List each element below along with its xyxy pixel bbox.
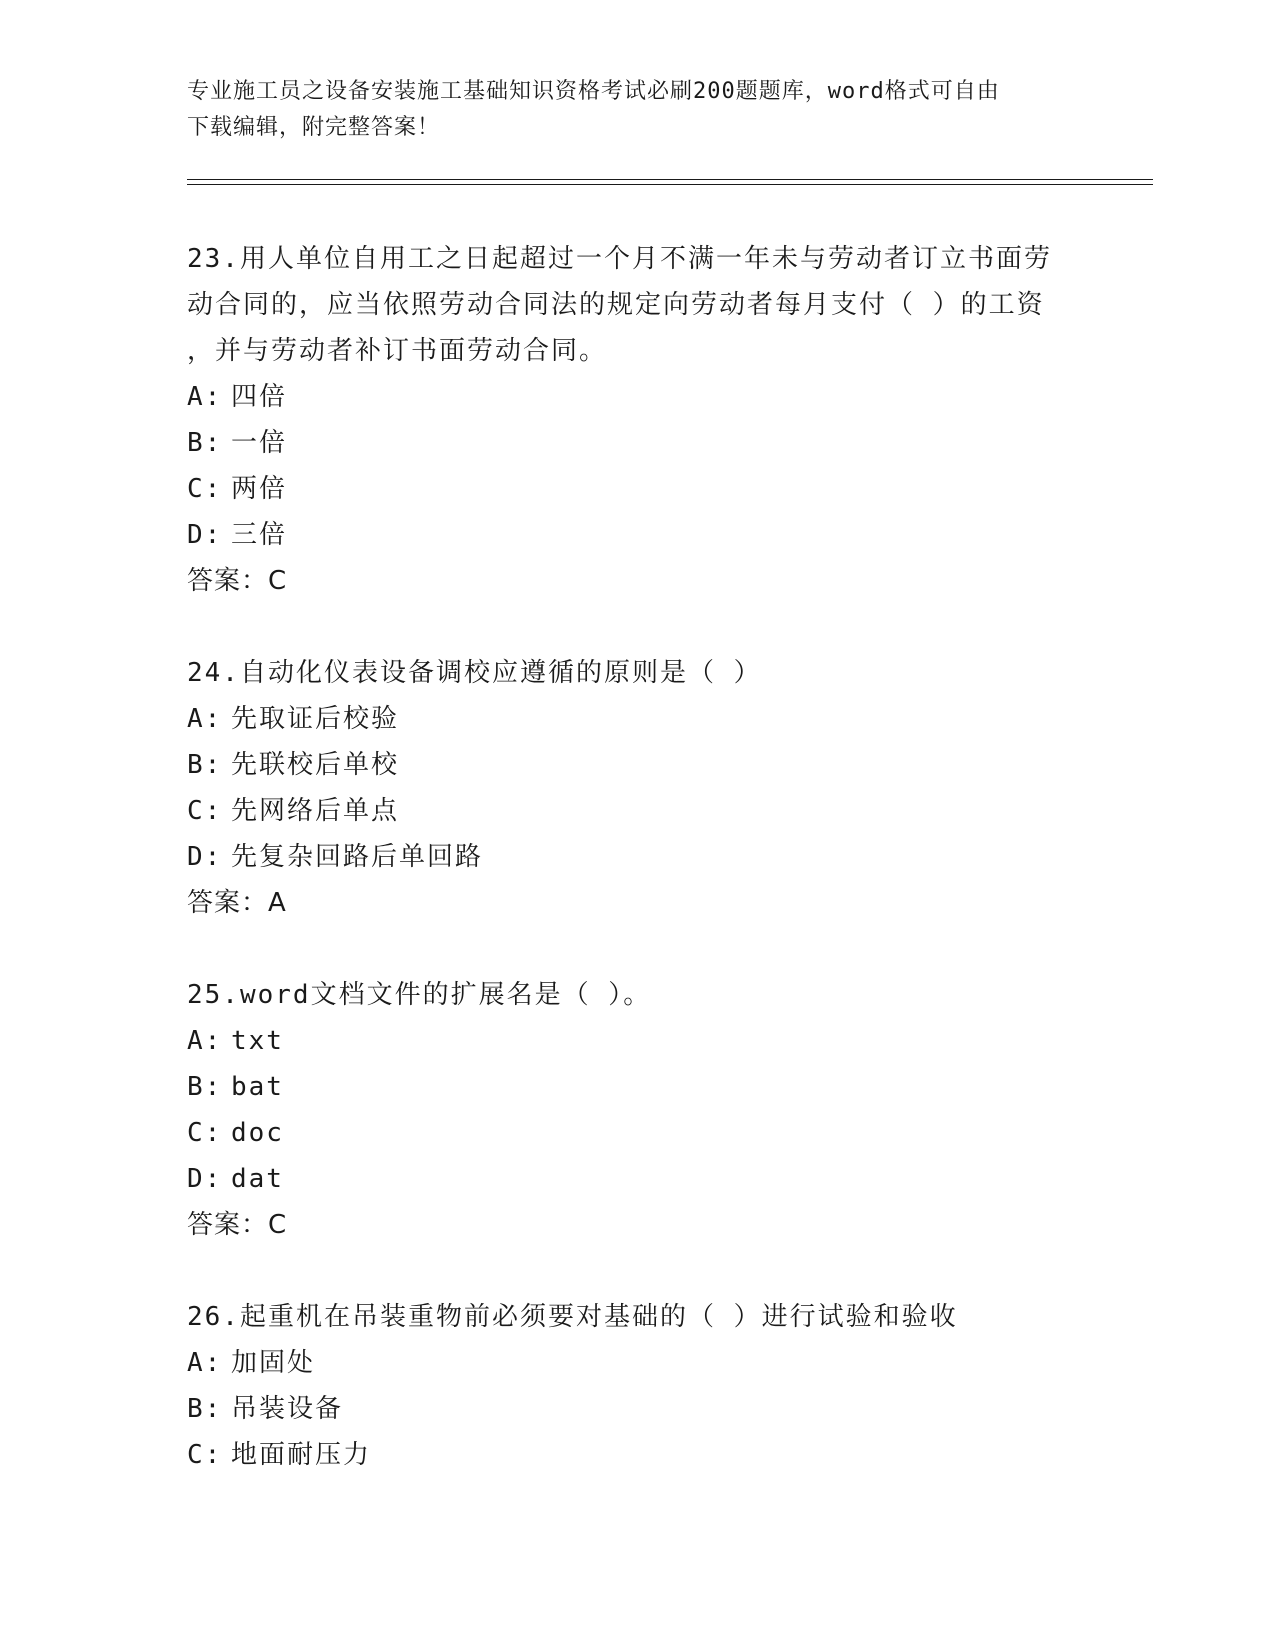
question-spacer xyxy=(187,604,1087,650)
option-label: C: xyxy=(187,796,223,826)
option-text: doc xyxy=(231,1118,284,1148)
question-23-line-3: ，并与劳动者补订书面劳动合同。 xyxy=(187,336,608,366)
question-24-option-c xyxy=(187,788,1087,834)
option-text: 一倍 xyxy=(231,428,288,458)
option-text: 先取证后校验 xyxy=(231,704,400,734)
question-23-option-b xyxy=(187,420,1087,466)
question-spacer xyxy=(187,926,1087,972)
question-24-answer: 答案：A xyxy=(187,888,287,918)
option-label: D: xyxy=(187,520,223,550)
question-24-option-d xyxy=(187,834,1087,880)
question-25-answer: 答案：C xyxy=(187,1210,288,1240)
header-line-2: 下载编辑，附完整答案！ xyxy=(187,115,441,140)
question-25-option-d xyxy=(187,1156,1087,1202)
option-label: B: xyxy=(187,1394,223,1424)
question-23-answer: 答案：C xyxy=(187,566,288,596)
option-text: 先联校后单校 xyxy=(231,750,400,780)
option-text: bat xyxy=(231,1072,284,1102)
option-text: 先复杂回路后单回路 xyxy=(231,842,484,872)
question-spacer xyxy=(187,1248,1087,1294)
question-26-option-c xyxy=(187,1432,1087,1478)
option-label: A: xyxy=(187,704,223,734)
question-26-option-b xyxy=(187,1386,1087,1432)
option-text: 先网络后单点 xyxy=(231,796,400,826)
question-23 xyxy=(187,236,1087,604)
option-label: A: xyxy=(187,1348,223,1378)
option-label: D: xyxy=(187,1164,223,1194)
header-line-1: 专业施工员之设备安装施工基础知识资格考试必刷200题题库，word格式可自由 xyxy=(187,79,1000,104)
option-label: B: xyxy=(187,1072,223,1102)
question-23-option-a xyxy=(187,374,1087,420)
option-label: B: xyxy=(187,750,223,780)
question-24-option-a xyxy=(187,696,1087,742)
option-label: A: xyxy=(187,382,223,412)
option-label: A: xyxy=(187,1026,223,1056)
question-25-line-1: 25.word文档文件的扩展名是（ ）。 xyxy=(187,980,652,1010)
document-header xyxy=(187,74,1087,146)
option-text: dat xyxy=(231,1164,284,1194)
option-text: 加固处 xyxy=(231,1348,316,1378)
option-text: 四倍 xyxy=(231,382,288,412)
question-25-option-b xyxy=(187,1064,1087,1110)
question-25-option-a xyxy=(187,1018,1087,1064)
question-24-line-1: 24.自动化仪表设备调校应遵循的原则是（ ） xyxy=(187,658,762,688)
option-text: 地面耐压力 xyxy=(231,1440,372,1470)
question-26-option-a xyxy=(187,1340,1087,1386)
question-23-line-2: 动合同的，应当依照劳动合同法的规定向劳动者每月支付（ ）的工资 xyxy=(187,290,1045,320)
question-23-option-d xyxy=(187,512,1087,558)
question-24 xyxy=(187,650,1087,926)
header-divider-bottom xyxy=(187,184,1153,185)
option-label: D: xyxy=(187,842,223,872)
question-25 xyxy=(187,972,1087,1248)
question-26 xyxy=(187,1294,1087,1478)
question-25-option-c xyxy=(187,1110,1087,1156)
option-label: B: xyxy=(187,428,223,458)
question-23-line-1: 23.用人单位自用工之日起超过一个月不满一年未与劳动者订立书面劳 xyxy=(187,244,1052,274)
option-text: 吊装设备 xyxy=(231,1394,344,1424)
option-text: txt xyxy=(231,1026,284,1056)
question-26-line-1: 26.起重机在吊装重物前必须要对基础的（ ）进行试验和验收 xyxy=(187,1302,958,1332)
option-label: C: xyxy=(187,1118,223,1148)
question-24-option-b xyxy=(187,742,1087,788)
option-text: 两倍 xyxy=(231,474,288,504)
option-label: C: xyxy=(187,474,223,504)
option-text: 三倍 xyxy=(231,520,288,550)
header-divider-top xyxy=(187,179,1153,180)
question-list xyxy=(187,236,1087,1478)
question-23-option-c xyxy=(187,466,1087,512)
option-label: C: xyxy=(187,1440,223,1470)
